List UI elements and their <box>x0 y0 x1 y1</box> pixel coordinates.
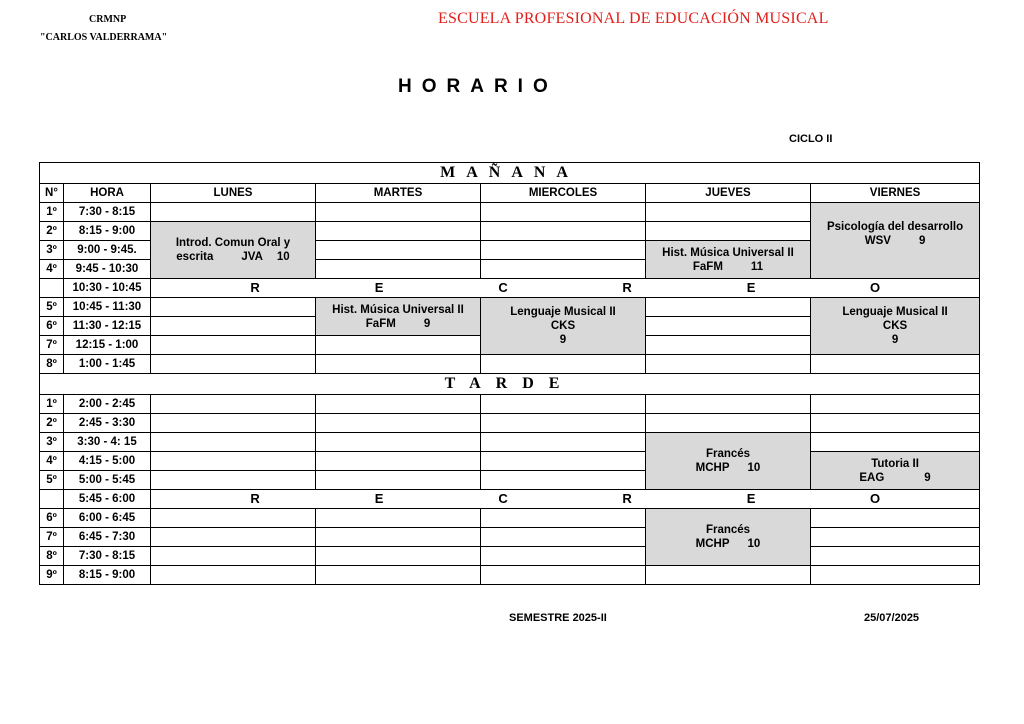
table-row <box>40 203 980 222</box>
col-day-header: MIERCOLES <box>481 184 646 203</box>
class-block <box>811 452 980 490</box>
col-hour-header: HORA <box>64 184 151 203</box>
class-name: Francés <box>705 524 751 536</box>
class-name: Tutoria II <box>871 457 919 470</box>
period-number: 7º <box>40 336 64 355</box>
class-block <box>646 509 811 566</box>
period-hour: 12:15 - 1:00 <box>64 336 151 355</box>
teacher-code: FaFM <box>365 317 396 330</box>
slot-cell <box>316 547 481 566</box>
period-hour: 9:45 - 10:30 <box>64 260 151 279</box>
table-row <box>40 298 980 317</box>
slot-cell <box>646 355 811 374</box>
slot-cell <box>811 355 980 374</box>
col-day-header: JUEVES <box>646 184 811 203</box>
slot-cell <box>481 528 646 547</box>
period-hour: 2:45 - 3:30 <box>64 414 151 433</box>
slot-cell <box>316 471 481 490</box>
table-row <box>40 528 980 547</box>
room-number: 9 <box>918 234 926 247</box>
col-day-header: LUNES <box>151 184 316 203</box>
slot-cell <box>481 222 646 241</box>
break-letter: E <box>374 490 384 506</box>
slot-cell <box>151 471 316 490</box>
period-number: 3º <box>40 241 64 260</box>
slot-cell <box>151 433 316 452</box>
table-row <box>40 452 980 471</box>
class-name: Lenguaje Musical II <box>510 306 616 318</box>
slot-cell <box>151 317 316 336</box>
teacher-code: CKS <box>550 320 576 332</box>
slot-cell <box>481 471 646 490</box>
class-name: Psicología del desarrollo <box>826 220 964 233</box>
break-letter: E <box>374 279 384 295</box>
period-hour: 8:15 - 9:00 <box>64 566 151 585</box>
class-name: Lenguaje Musical II <box>842 306 948 318</box>
period-number: 8º <box>40 355 64 374</box>
slot-cell <box>481 433 646 452</box>
slot-cell <box>646 203 811 222</box>
period-number: 6º <box>40 509 64 528</box>
period-hour: 3:30 - 4: 15 <box>64 433 151 452</box>
slot-cell <box>481 452 646 471</box>
teacher-code: MCHP <box>695 462 730 474</box>
slot-cell <box>481 260 646 279</box>
slot-cell <box>316 528 481 547</box>
period-number: 6º <box>40 317 64 336</box>
slot-cell <box>151 414 316 433</box>
break-letter: E <box>746 279 756 295</box>
class-block <box>316 298 481 336</box>
slot-cell <box>151 566 316 585</box>
period-number: 2º <box>40 222 64 241</box>
break-label <box>151 490 980 509</box>
slot-cell <box>646 566 811 585</box>
break-letter: R <box>622 490 632 506</box>
slot-cell <box>646 395 811 414</box>
slot-cell <box>646 222 811 241</box>
break-letter: R <box>250 279 260 295</box>
schedule-table <box>39 162 980 585</box>
slot-cell <box>646 298 811 317</box>
period-hour: 10:45 - 11:30 <box>64 298 151 317</box>
break-row <box>40 279 980 298</box>
slot-cell <box>481 203 646 222</box>
teacher-code: JVA <box>241 251 263 263</box>
break-letter: C <box>498 490 508 506</box>
period-hour: 4:15 - 5:00 <box>64 452 151 471</box>
slot-cell <box>316 566 481 585</box>
room-number: 9 <box>559 334 567 346</box>
room-number: 9 <box>423 317 431 330</box>
period-hour: 9:00 - 9:45. <box>64 241 151 260</box>
class-block <box>811 298 980 355</box>
room-number: 9 <box>891 334 899 346</box>
period-number: 5º <box>40 471 64 490</box>
slot-cell <box>151 203 316 222</box>
period-hour: 7:30 - 8:15 <box>64 203 151 222</box>
col-number-header: N° <box>40 184 64 203</box>
slot-cell <box>316 433 481 452</box>
slot-cell <box>316 355 481 374</box>
period-number: 4º <box>40 452 64 471</box>
slot-cell <box>646 414 811 433</box>
break-letter: E <box>746 490 756 506</box>
date-label: 25/07/2025 <box>864 612 920 624</box>
break-letter: C <box>498 279 508 295</box>
break-letter: O <box>869 279 881 295</box>
break-letter: O <box>869 490 881 506</box>
slot-cell <box>811 414 980 433</box>
slot-cell <box>811 528 980 547</box>
table-row <box>40 414 980 433</box>
break-row <box>40 490 980 509</box>
slot-cell <box>481 414 646 433</box>
institution-name: "CARLOS VALDERRAMA" <box>40 32 168 43</box>
room-number: 10 <box>747 462 761 474</box>
teacher-code: CKS <box>882 320 908 332</box>
slot-cell <box>151 395 316 414</box>
period-number <box>40 279 64 298</box>
class-block <box>646 241 811 279</box>
slot-cell <box>481 355 646 374</box>
col-day-header: MARTES <box>316 184 481 203</box>
header-row <box>40 184 980 203</box>
table-row <box>40 547 980 566</box>
room-number: 10 <box>276 251 290 263</box>
period-hour: 10:30 - 10:45 <box>64 279 151 298</box>
teacher-code: WSV <box>864 234 891 247</box>
slot-cell <box>316 452 481 471</box>
period-hour: 6:00 - 6:45 <box>64 509 151 528</box>
period-hour: 5:45 - 6:00 <box>64 490 151 509</box>
slot-cell <box>151 336 316 355</box>
slot-cell <box>316 241 481 260</box>
slot-cell <box>151 528 316 547</box>
period-number: 7º <box>40 528 64 547</box>
slot-cell <box>811 547 980 566</box>
slot-cell <box>316 260 481 279</box>
period-hour: 6:45 - 7:30 <box>64 528 151 547</box>
slot-cell <box>481 509 646 528</box>
slot-cell <box>316 336 481 355</box>
slot-cell <box>811 509 980 528</box>
class-name: Hist. Música Universal II <box>662 246 794 259</box>
table-row <box>40 509 980 528</box>
slot-cell <box>151 355 316 374</box>
slot-cell <box>481 395 646 414</box>
slot-cell <box>646 336 811 355</box>
period-number: 9º <box>40 566 64 585</box>
period-hour: 2:00 - 2:45 <box>64 395 151 414</box>
period-number <box>40 490 64 509</box>
class-name-cont: escrita <box>176 251 214 263</box>
section-afternoon: TARDE <box>40 374 980 395</box>
class-block <box>151 222 316 279</box>
period-number: 2º <box>40 414 64 433</box>
class-block <box>646 433 811 490</box>
break-letter: R <box>250 490 260 506</box>
slot-cell <box>481 566 646 585</box>
slot-cell <box>811 566 980 585</box>
period-hour: 11:30 - 12:15 <box>64 317 151 336</box>
slot-cell <box>151 547 316 566</box>
slot-cell <box>481 241 646 260</box>
period-number: 4º <box>40 260 64 279</box>
teacher-code: EAG <box>859 471 885 484</box>
period-number: 3º <box>40 433 64 452</box>
class-block <box>811 203 980 279</box>
slot-cell <box>316 222 481 241</box>
semester-label: SEMESTRE 2025-II <box>509 612 607 624</box>
slot-cell <box>151 298 316 317</box>
slot-cell <box>316 395 481 414</box>
room-number: 9 <box>924 471 931 484</box>
slot-cell <box>151 509 316 528</box>
col-day-header: VIERNES <box>811 184 980 203</box>
teacher-code: FaFM <box>692 260 723 273</box>
slot-cell <box>316 203 481 222</box>
slot-cell <box>481 547 646 566</box>
class-name: Francés <box>705 448 751 460</box>
slot-cell <box>811 395 980 414</box>
table-row <box>40 566 980 585</box>
table-row <box>40 355 980 374</box>
class-name: Hist. Música Universal II <box>332 303 464 316</box>
period-hour: 7:30 - 8:15 <box>64 547 151 566</box>
page-title: HORARIO <box>398 76 558 97</box>
class-name: Introd. Comun Oral y <box>175 237 291 249</box>
institution-acronym: CRMNP <box>89 14 127 25</box>
period-number: 8º <box>40 547 64 566</box>
section-morning: MAÑANA <box>40 163 980 184</box>
room-number: 10 <box>747 538 761 550</box>
period-hour: 1:00 - 1:45 <box>64 355 151 374</box>
period-number: 1º <box>40 203 64 222</box>
period-hour: 8:15 - 9:00 <box>64 222 151 241</box>
break-letter: R <box>622 279 632 295</box>
slot-cell <box>316 509 481 528</box>
school-name: ESCUELA PROFESIONAL DE EDUCACIÓN MUSICAL <box>438 10 829 27</box>
slot-cell <box>316 414 481 433</box>
period-hour: 5:00 - 5:45 <box>64 471 151 490</box>
period-number: 5º <box>40 298 64 317</box>
break-label <box>151 279 980 298</box>
period-number: 1º <box>40 395 64 414</box>
slot-cell <box>151 452 316 471</box>
room-number: 11 <box>750 260 764 273</box>
table-row <box>40 395 980 414</box>
cycle-label: CICLO II <box>789 133 833 145</box>
teacher-code: MCHP <box>695 538 730 550</box>
slot-cell <box>811 433 980 452</box>
class-block <box>481 298 646 355</box>
table-row <box>40 433 980 452</box>
slot-cell <box>646 317 811 336</box>
